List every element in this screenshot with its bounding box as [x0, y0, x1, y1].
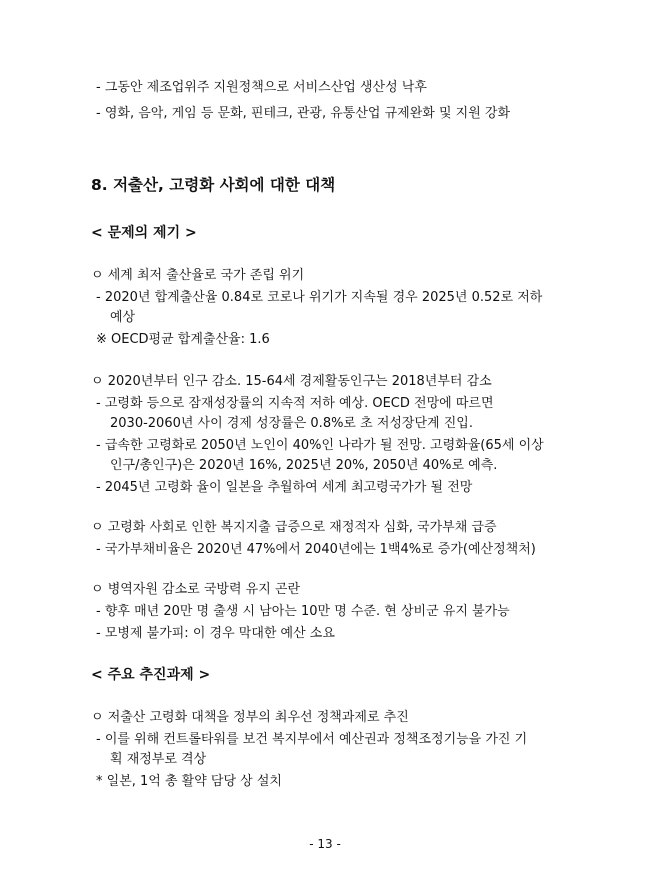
tasks-heading: < 주요 추진과제 > — [91, 667, 211, 683]
text-line-national-debt: - 국가부채비율은 2020년 47%에서 2040년에는 1백4%로 증가(예산정책처) — [96, 542, 536, 557]
problems-heading: < 문제의 제기 > — [91, 225, 197, 241]
text-line-aging-japan: - 2045년 고령화 율이 일본을 추월하여 세계 최고령국가가 될 전망 — [96, 480, 473, 495]
text-line-volunteer-army: - 모병제 불가피: 이 경우 막대한 예산 소요 — [96, 626, 335, 641]
note-japan-minister: * 일본, 1억 총 활약 담당 상 설치 — [96, 774, 282, 789]
text-line-service-productivity: - 그동안 제조업위주 지원정책으로 서비스산업 생산성 낙후 — [96, 80, 427, 95]
text-line-growth-potential-cont: 2030-2060년 사이 경제 성장률은 0.8%로 초 저성장단계 진입. — [110, 416, 473, 431]
text-line-aging-rate-cont: 인구/총인구)은 2020년 16%, 2025년 20%, 2050년 40%로 예측. — [110, 458, 498, 473]
text-line-control-tower: - 이를 위해 컨트롤타워를 보건 복지부에서 예산권과 정책조정기능을 가진 기 — [96, 732, 528, 747]
bullet-population-decline: ㅇ 2020년부터 인구 감소. 15-64세 경제활동인구는 2018년부터 감소 — [91, 374, 492, 389]
bullet-welfare-spending: ㅇ 고령화 사회로 인한 복지지출 급증으로 재정적자 심화, 국가부채 급증 — [91, 520, 497, 535]
text-line-aging-rate: - 급속한 고령화로 2050년 노인이 40%인 나라가 될 전망. 고령화율(65세 이상 — [96, 438, 544, 453]
page-number: - 13 - — [309, 837, 341, 851]
text-line-births-per-year: - 향후 매년 20만 명 출생 시 남아는 10만 명 수준. 현 상비군 유지 불가능 — [96, 604, 510, 619]
bullet-low-birthrate: ㅇ 세계 최저 출산율로 국가 존립 위기 — [91, 268, 305, 283]
text-line-birthrate-2020-cont: 예상 — [110, 310, 136, 325]
bullet-military-resources: ㅇ 병역자원 감소로 국방력 유지 곤란 — [91, 582, 301, 597]
section-title: 8. 저출산, 고령화 사회에 대한 대책 — [91, 176, 336, 194]
bullet-top-priority: ㅇ 저출산 고령화 대책을 정부의 최우선 정책과제로 추진 — [91, 710, 409, 725]
text-line-birthrate-2020: - 2020년 합계출산율 0.84로 코로나 위기가 지속될 경우 2025년 0.52로 저하 — [96, 290, 543, 305]
text-line-growth-potential: - 고령화 등으로 잠재성장률의 지속적 저하 예상. OECD 전망에 따르면 — [96, 396, 494, 411]
text-line-control-tower-cont: 획 재정부로 격상 — [110, 752, 207, 767]
note-oecd-birthrate: ※ OECD평균 합계출산율: 1.6 — [96, 332, 270, 347]
text-line-deregulation: - 영화, 음악, 게임 등 문화, 핀테크, 관광, 유통산업 규제완화 및 지원 강화 — [96, 106, 511, 121]
